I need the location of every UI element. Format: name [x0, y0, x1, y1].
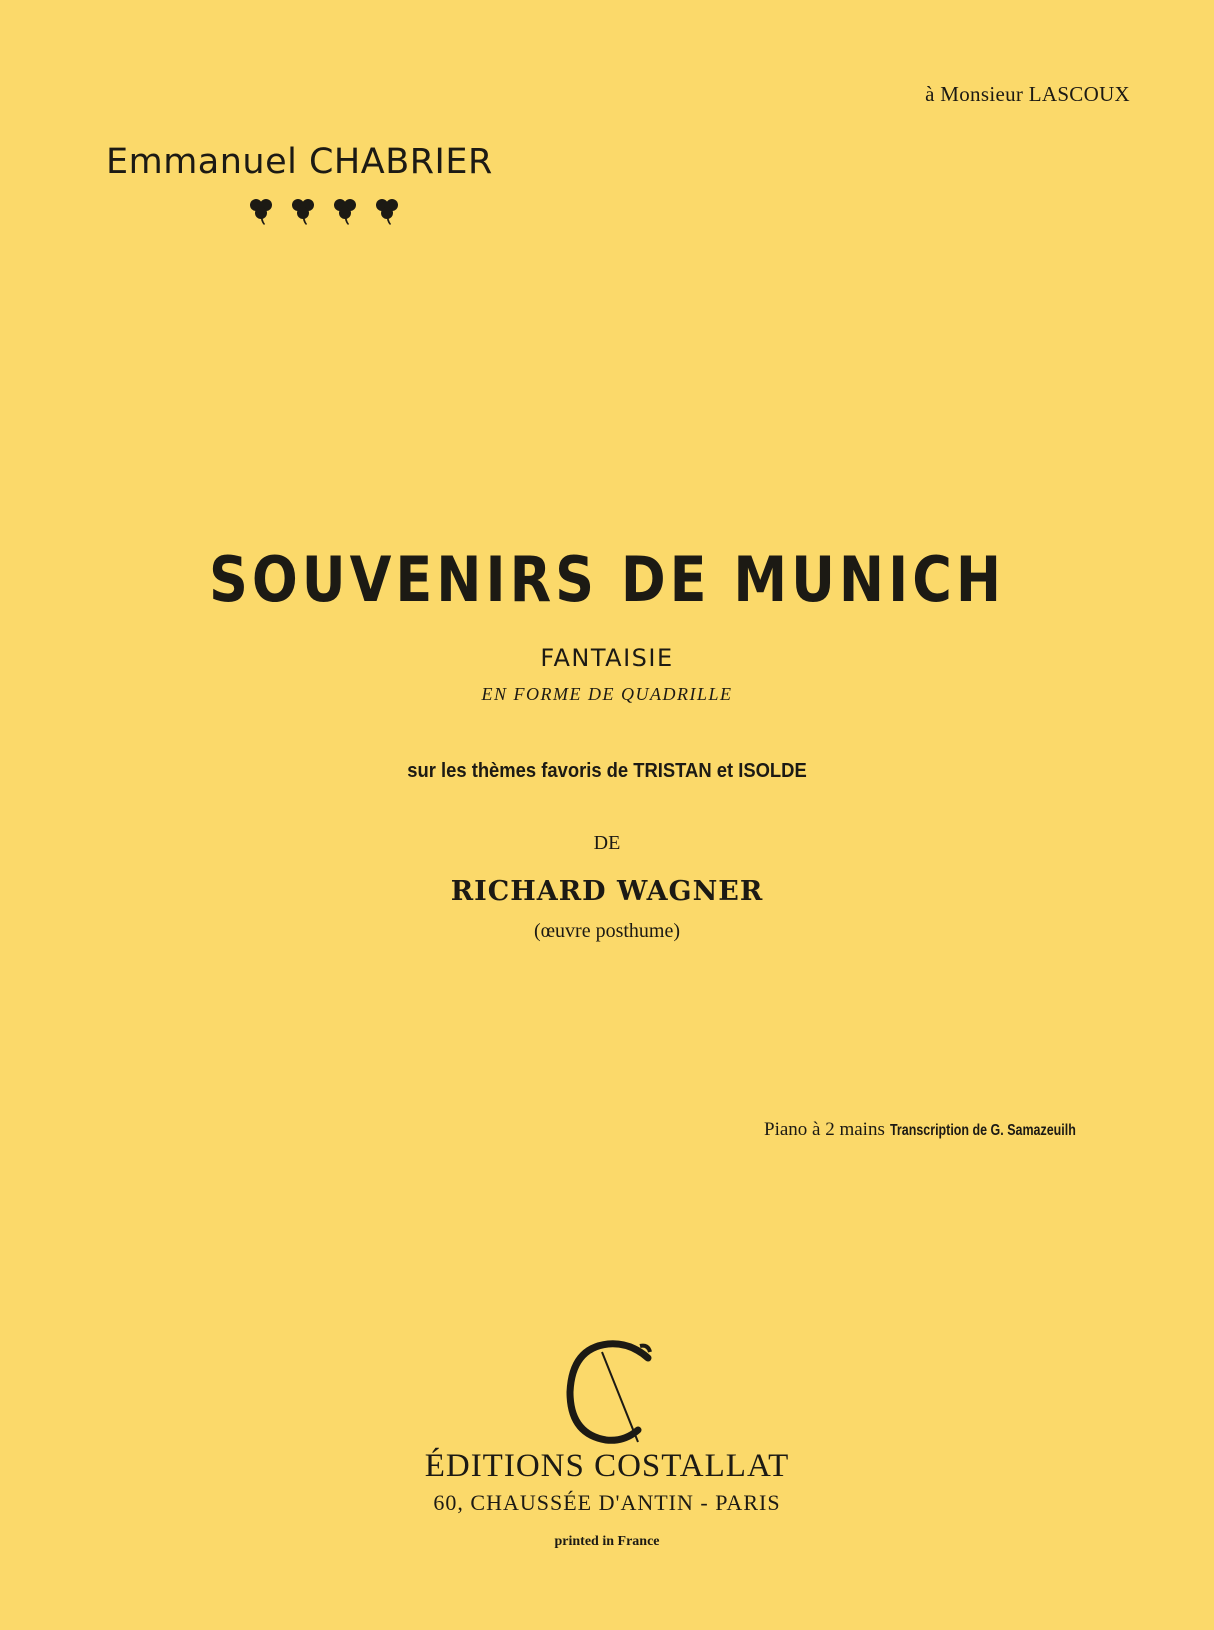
- printed-note: printed in France: [554, 1534, 660, 1549]
- clover-icon: [248, 196, 274, 226]
- publisher-address: 60, CHAUSSÉE D'ANTIN - PARIS: [433, 1490, 781, 1515]
- clover-ornament: [248, 196, 400, 226]
- work-subtitle: FANTAISIE: [540, 644, 674, 672]
- piano-label: Piano à 2 mains: [764, 1119, 885, 1140]
- dedication: à Monsieur LASCOUX: [925, 82, 1130, 106]
- instrumentation-line: [764, 1119, 1128, 1141]
- themes-line: sur les thèmes favoris de TRISTAN et ISOLDE: [407, 760, 807, 782]
- clover-icon: [290, 196, 316, 226]
- composer-name: Emmanuel CHABRIER: [106, 142, 493, 182]
- publisher-name: ÉDITIONS COSTALLAT: [424, 1448, 790, 1484]
- wagner-name: RICHARD WAGNER: [450, 876, 764, 907]
- clover-icon: [374, 196, 400, 226]
- work-title: SOUVENIRS DE MUNICH: [208, 543, 1006, 616]
- costallat-c-logo: [558, 1338, 658, 1448]
- de-line: DE: [593, 832, 621, 854]
- clover-icon: [332, 196, 358, 226]
- work-form: EN FORME DE QUADRILLE: [481, 684, 733, 704]
- posthume-note: (œuvre posthume): [533, 920, 681, 942]
- transcription-credit: Transcription de G. Samazeuilh: [889, 1122, 1076, 1139]
